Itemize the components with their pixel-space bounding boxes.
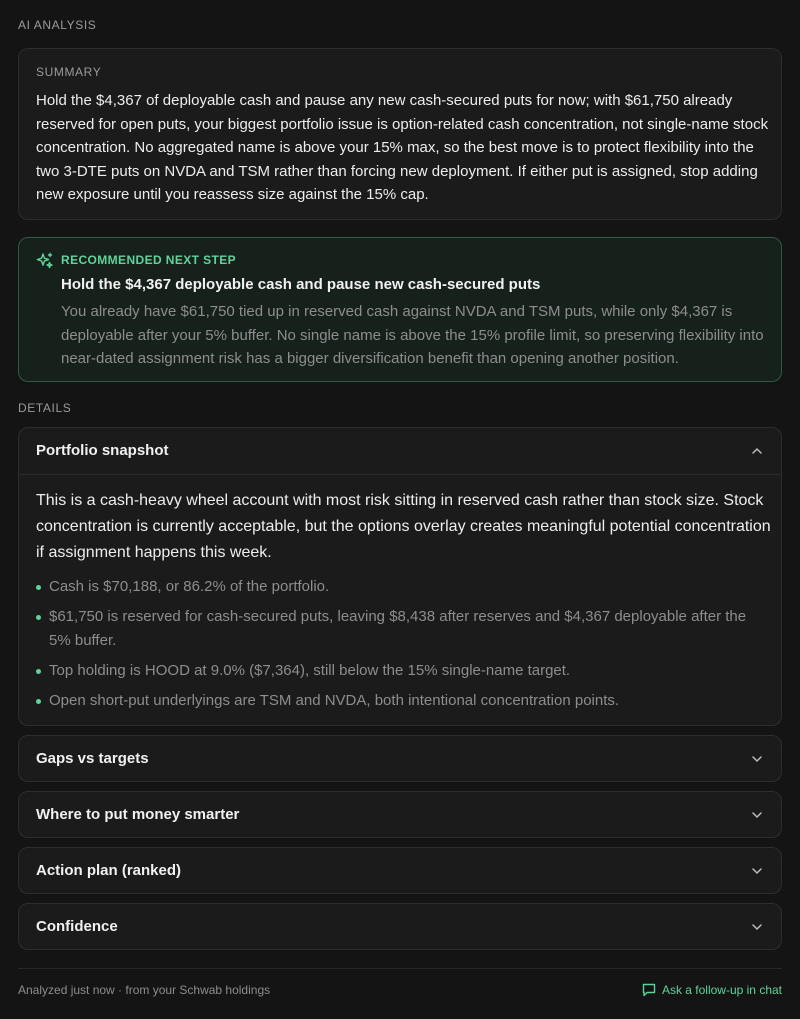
chevron-up-icon[interactable] xyxy=(751,445,763,457)
chevron-down-icon[interactable] xyxy=(751,865,763,877)
recommendation-eyebrow: RECOMMENDED NEXT STEP xyxy=(61,253,237,267)
bullet-text: Cash is $70,188, or 86.2% of the portfolio. xyxy=(49,578,330,595)
accordion-action-plan[interactable] xyxy=(18,847,782,894)
bullet-dot xyxy=(36,699,41,704)
accordion-title: Gaps vs targets xyxy=(36,750,149,767)
accordion-header-portfolio-snapshot[interactable] xyxy=(19,428,781,474)
list-item xyxy=(36,689,771,713)
summary-text: Hold the $4,367 of deployable cash and pause any new cash-secured puts for now; with $61,750 already reserved for open puts, your biggest portfolio issue is option-related cash concentration, not single-name stock concentration. No aggregated name is above your 15% max, so the best move is to protect flexibility into the two 3-DTE puts on NVDA and TSM rather than forcing new deployment. If either put is assigned, stop adding new exposure until you reassess size against the 15% cap. xyxy=(36,92,769,203)
accordion-where-to-put-money-smarter[interactable] xyxy=(18,791,782,838)
list-item xyxy=(36,575,771,599)
footer-divider xyxy=(18,968,782,969)
accordion-divider xyxy=(19,474,781,475)
chevron-down-icon[interactable] xyxy=(751,753,763,765)
section-label-details: DETAILS xyxy=(18,401,72,415)
recommendation-card xyxy=(18,237,782,382)
analysis-meta: Analyzed just now · from your Schwab holdings xyxy=(18,983,271,997)
sparkles-icon xyxy=(36,252,54,270)
section-label-ai-analysis: AI ANALYSIS xyxy=(18,18,97,32)
bullet-text: Top holding is HOOD at 9.0% ($7,364), still below the 15% single-name target. xyxy=(49,661,571,679)
accordion-portfolio-snapshot xyxy=(18,427,782,726)
recommendation-body: You already have $61,750 tied up in reserved cash against NVDA and TSM puts, while only $4,367 is deployable after your 5% buffer. No single name is above the 15% profile limit, so preserving flexibility into near-dated assignment risk has a bigger diversification benefit than opening another position. xyxy=(61,303,764,367)
chevron-down-icon[interactable] xyxy=(751,809,763,821)
accordion-title: Action plan (ranked) xyxy=(36,862,182,879)
list-item xyxy=(36,605,771,652)
chevron-down-icon[interactable] xyxy=(751,921,763,933)
bullet-text: Open short-put underlyings are TSM and NVDA, both intentional concentration points. xyxy=(49,691,620,709)
accordion-title: Portfolio snapshot xyxy=(36,442,169,459)
summary-label: SUMMARY xyxy=(36,65,102,79)
bullet-text: $61,750 is reserved for cash-secured puts, leaving $8,438 after reserves and $4,367 deployable after the 5% buffer. xyxy=(49,608,747,649)
ask-follow-up-label: Ask a follow-up in chat xyxy=(661,983,782,997)
accordion-gaps-vs-targets[interactable] xyxy=(18,735,782,782)
recommendation-headline: Hold the $4,367 deployable cash and pause new cash-secured puts xyxy=(61,276,541,293)
accordion-confidence[interactable] xyxy=(18,903,782,950)
accordion-title: Confidence xyxy=(36,918,118,935)
portfolio-snapshot-bullets xyxy=(36,575,771,719)
bullet-dot xyxy=(36,615,41,620)
summary-card xyxy=(18,48,782,220)
ask-follow-up-button[interactable] xyxy=(641,981,782,999)
chat-bubble-icon xyxy=(641,982,657,998)
list-item xyxy=(36,659,771,683)
bullet-dot xyxy=(36,585,41,590)
bullet-dot xyxy=(36,669,41,674)
portfolio-snapshot-intro: This is a cash-heavy wheel account with most risk sitting in reserved cash rather than stock size. Stock concentration is currently acceptable, but the options overlay creates meaningful potential concentration if assignment happens this week. xyxy=(36,492,771,561)
accordion-title: Where to put money smarter xyxy=(36,806,240,823)
